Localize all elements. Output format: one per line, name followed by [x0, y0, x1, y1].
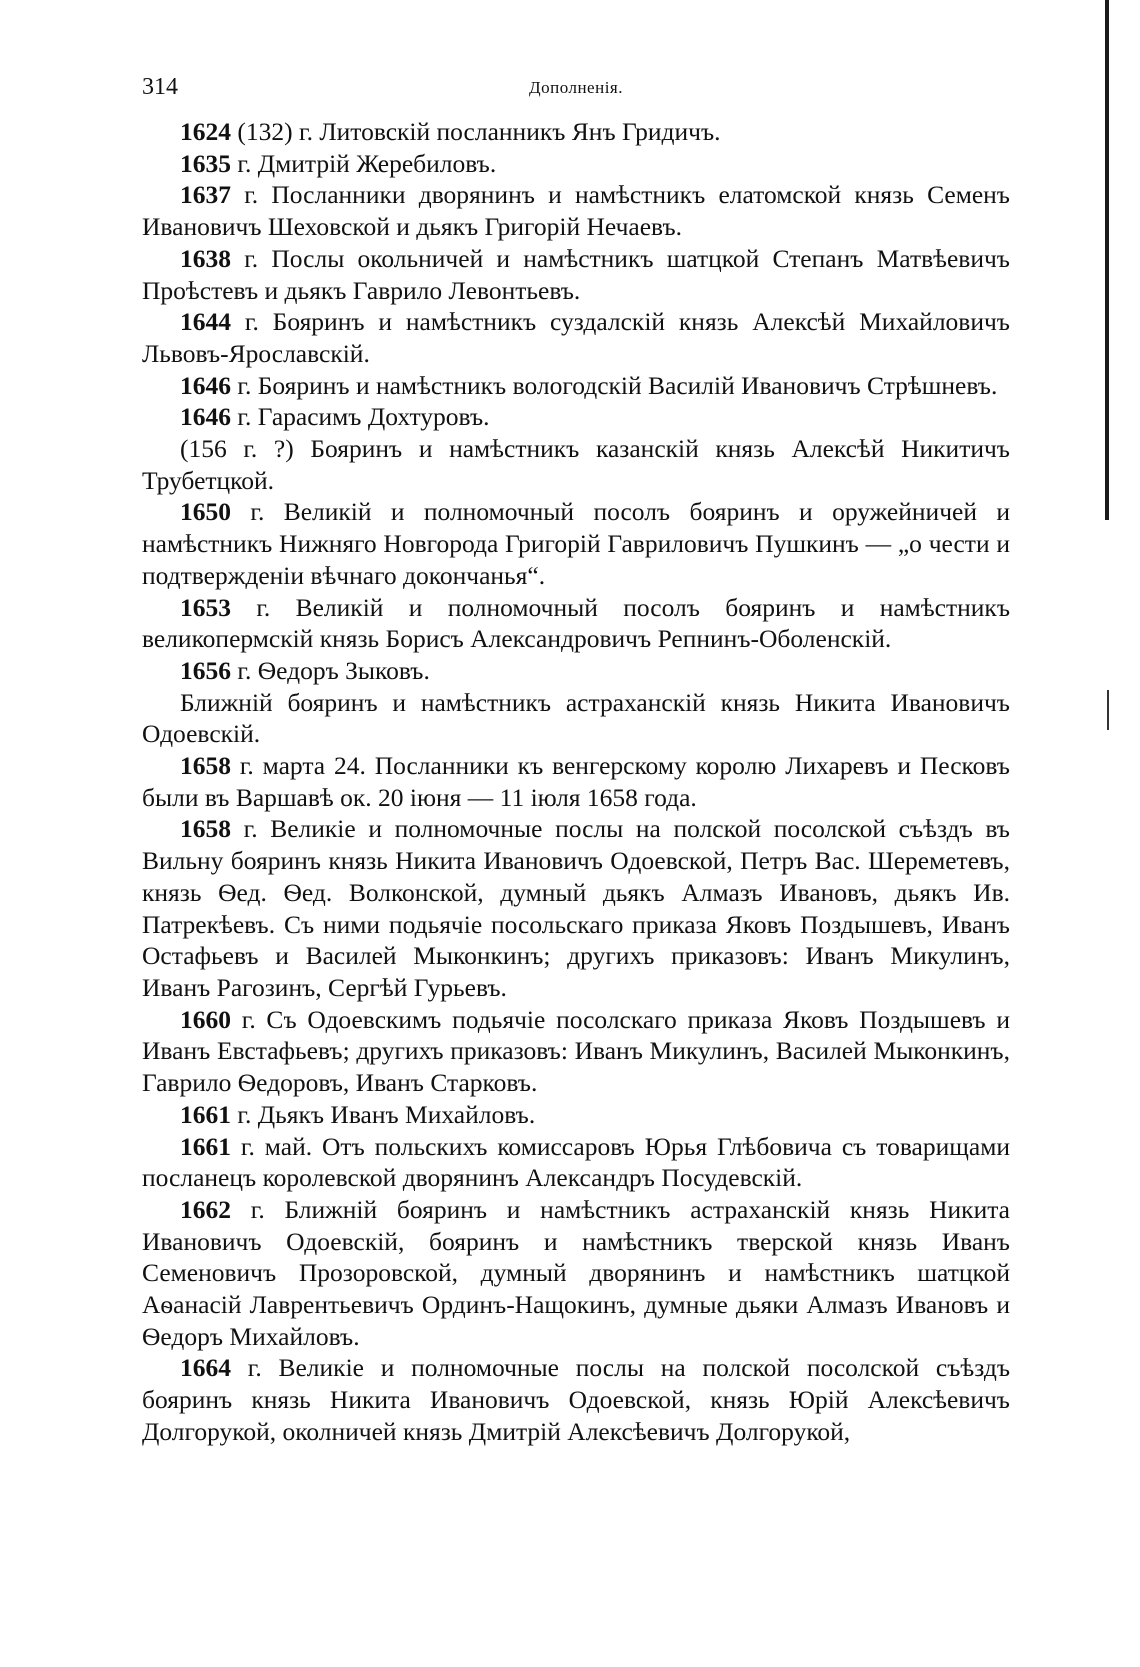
entry-text: (132) г. Литовскій посланникъ Янъ Гридичъ.: [231, 117, 721, 146]
entry-text: г. Бояринъ и намѣстникъ вологодскій Василій Ивановичъ Стрѣшневъ.: [231, 370, 998, 400]
entry-text: г. Великій и полномочный посолъ бояринъ и оружейничей и намѣстникъ Нижняго Новгорода Григорій Гавриловичъ Пушкинъ — „о чести и подтвержденіи вѣчнаго докончанья“.: [142, 497, 1010, 590]
page-body: [142, 116, 1010, 1448]
entry-year: 1660: [180, 1004, 231, 1034]
entry-year: 1650: [180, 497, 231, 527]
entry-text: г. Великіе и полномочные послы на полской посолской съѣздъ въ Вильну бояринъ князь Никита Ивановичъ Одоевской, Петръ Вас. Шереметевъ, князь Ѳед. Ѳед. Волконской, думный дьякъ Алмазъ Ивановъ, дьякъ Ив. Патрекѣевъ. Съ ними подьячіе посольскаго приказа Яковъ Поздышевъ, Иванъ Остафьевъ и Василей Мыконкинъ; другихъ приказовъ: Иванъ Микулинъ, Иванъ Рагозинъ, Сергѣй Гурьевъ.: [142, 814, 1010, 1002]
entry-year: 1638: [180, 243, 231, 273]
entry-text: г. Дьякъ Иванъ Михайловъ.: [231, 1099, 536, 1129]
entry: [142, 750, 1010, 813]
entry: [142, 148, 1010, 180]
entry-text: г. Послы окольничей и намѣстникъ шатцкой Степанъ Матвѣевичъ Проѣстевъ и дьякъ Гаврило Левонтьевъ.: [142, 243, 1010, 305]
entry: [142, 401, 1010, 433]
entry-text: Ближній бояринъ и намѣстникъ астраханскій князь Никита Ивановичъ Одоевскій.: [142, 687, 1010, 749]
entry-text: г. Дмитрій Жеребиловъ.: [231, 148, 497, 178]
entry-year: 1658: [180, 814, 231, 844]
entry-year: 1656: [180, 655, 231, 685]
entry: [142, 306, 1010, 369]
entry-year: 1624: [180, 117, 231, 146]
entry: [142, 1352, 1010, 1447]
entry: [142, 1004, 1010, 1099]
entry: [142, 655, 1010, 687]
entry-year: 1644: [180, 307, 231, 337]
entry-text: г. Бояринъ и намѣстникъ суздалскій князь Алексѣй Михайловичъ Львовъ-Ярославскій.: [142, 307, 1010, 368]
running-head: Дополненія.: [529, 78, 623, 97]
entry-year: 1646: [180, 370, 231, 400]
entry: [142, 496, 1010, 591]
entry: [142, 687, 1010, 750]
entry: [142, 1131, 1010, 1194]
entry-year: 1653: [180, 592, 231, 622]
entry-year: 1661: [180, 1099, 231, 1129]
entry: [142, 1099, 1010, 1131]
entry-year: 1658: [180, 751, 231, 781]
entry-text: г. Ближній бояринъ и намѣстникъ астраханскій князь Никита Ивановичъ Одоевскій, бояринъ и намѣстникъ тверской князь Иванъ Семеновичъ Прозоровской, думный дворянинъ и намѣстникъ шатцкой Аѳанасій Лаврентьевичъ Ординъ-Нащокинъ, думные дьяки Алмазъ Ивановъ и Ѳедоръ Михайловъ.: [142, 1194, 1010, 1351]
entry: [142, 179, 1010, 242]
entry-text: г. Великіе и полномочные послы на полской посолской съѣздъ бояринъ князь Никита Ивановичъ Одоевской, князь Юрій Алексѣевичъ Долгорукой, околничей князь Дмитрій Алексѣевичъ Долгорукой,: [142, 1353, 1010, 1446]
scan-edge-line: [1105, 0, 1109, 520]
page-header: [142, 74, 1010, 108]
entry-year: 1664: [180, 1353, 231, 1383]
entry-text: г. май. Отъ польскихъ комиссаровъ Юрья Глѣбовича съ товарищами посланецъ королевской дворянинъ Александръ Посудевскій.: [142, 1131, 1010, 1193]
entry-text: (156 г. ?) Бояринъ и намѣстникъ казанскій князь Алексѣй Никитичъ Трубетцкой.: [142, 434, 1010, 495]
entry-year: 1637: [180, 180, 231, 210]
entry-text: г. Ѳедоръ Зыковъ.: [231, 655, 430, 685]
entry: [142, 433, 1010, 496]
entry-year: 1646: [180, 402, 231, 432]
entry-text: г. марта 24. Посланники къ венгерскому королю Лихаревъ и Песковъ были въ Варшавѣ ок. 20 іюня — 11 іюля 1658 года.: [142, 751, 1010, 812]
entry: [142, 370, 1010, 402]
scan-edge-mark: [1107, 690, 1109, 730]
page-number: 314: [142, 74, 178, 100]
entry: [142, 243, 1010, 306]
entry-text: г. Гарасимъ Дохтуровъ.: [231, 402, 490, 432]
entry: [142, 592, 1010, 655]
entry-text: г. Посланники дворянинъ и намѣстникъ елатомской князь Семенъ Ивановичъ Шеховской и дьякъ Григорій Нечаевъ.: [142, 180, 1010, 242]
entry: [142, 116, 1010, 148]
entry-year: 1662: [180, 1194, 231, 1224]
entry-year: 1635: [180, 148, 231, 178]
entry: [142, 813, 1010, 1003]
entry-year: 1661: [180, 1131, 231, 1161]
entry-text: г. Съ Одоевскимъ подьячіе посолскаго приказа Яковъ Поздышевъ и Иванъ Евстафьевъ; другихъ приказовъ: Иванъ Микулинъ, Василей Мыконкинъ, Гаврило Ѳедоровъ, Иванъ Старковъ.: [142, 1004, 1010, 1098]
entry: [142, 1194, 1010, 1353]
entry-text: г. Великій и полномочный посолъ бояринъ и намѣстникъ великопермскій князь Борисъ Александровичъ Репнинъ-Оболенскій.: [142, 592, 1010, 654]
